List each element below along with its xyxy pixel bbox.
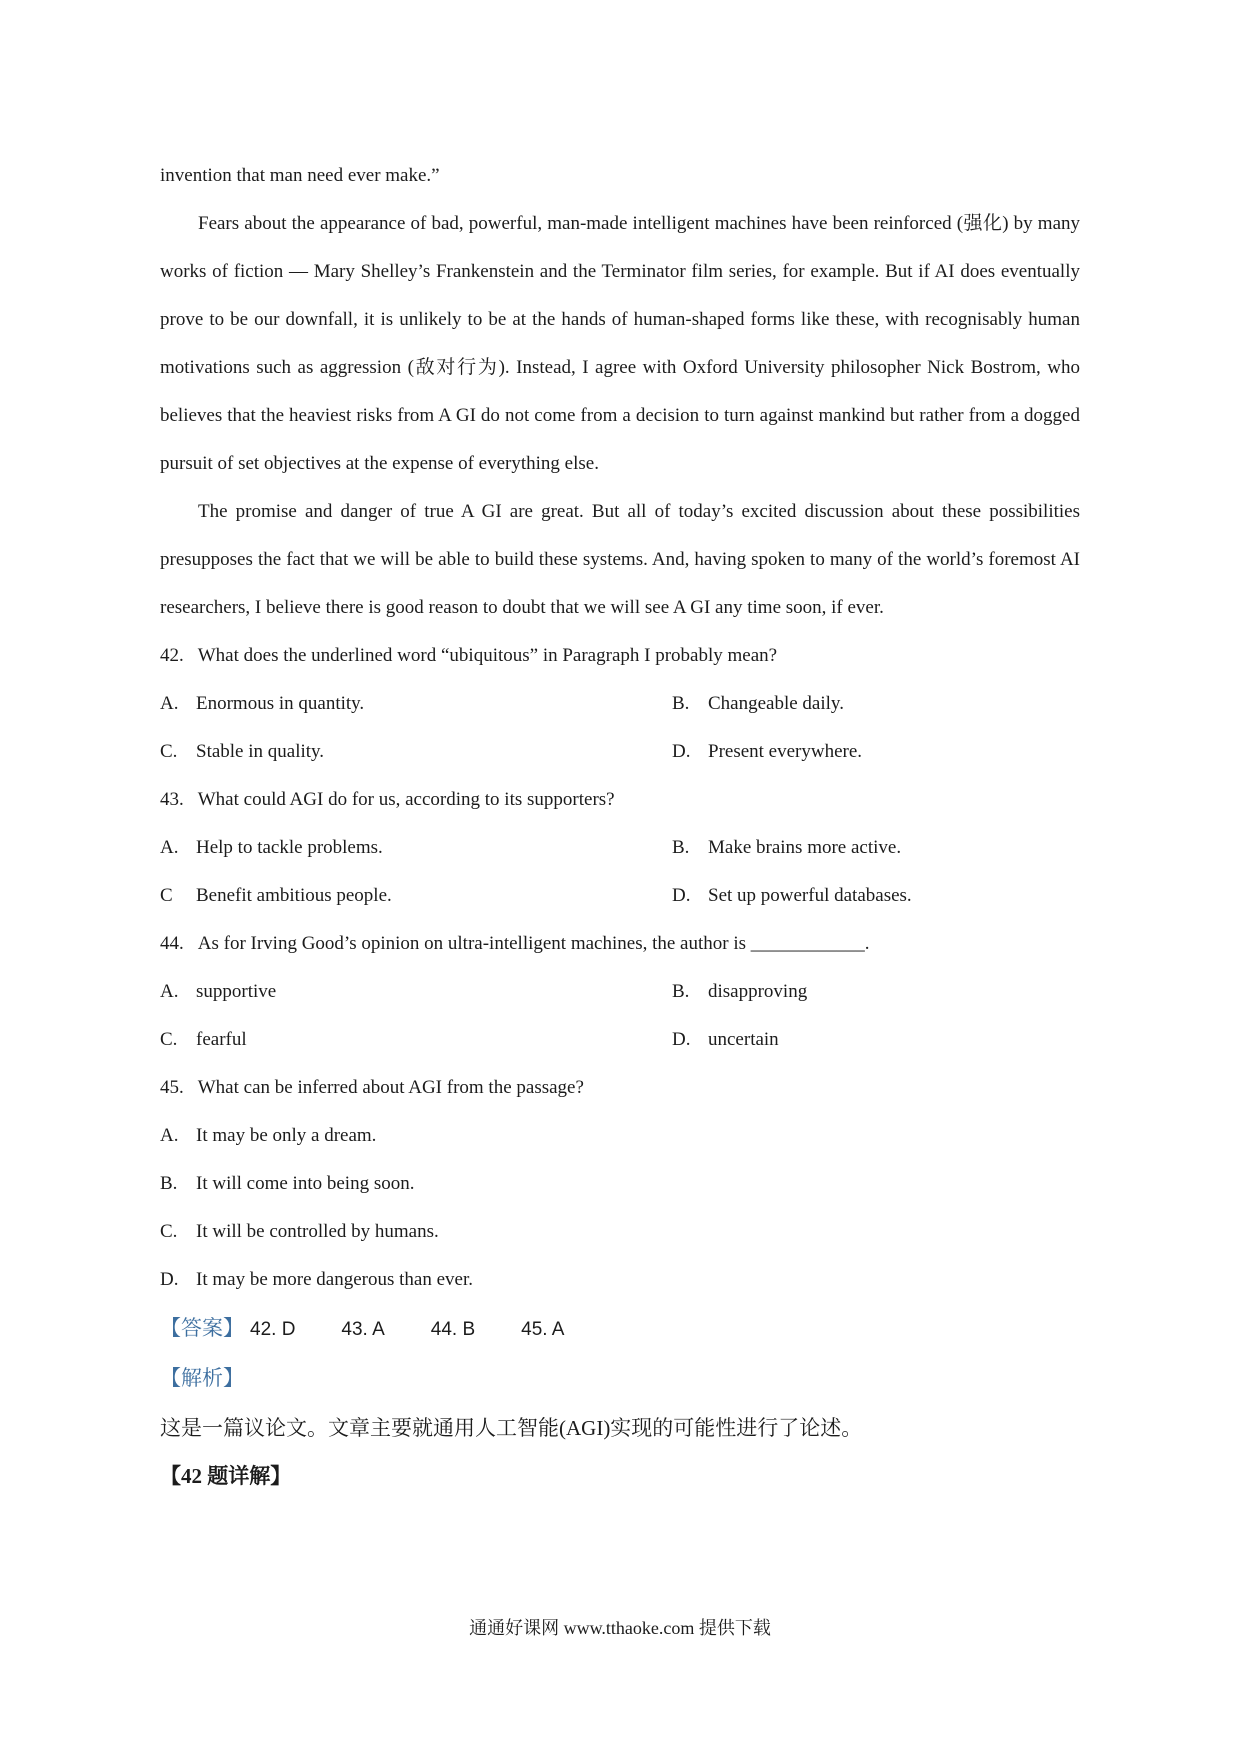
option-label: A. [160,837,179,858]
option-label: D. [672,885,691,906]
option-label: C. [160,1221,178,1242]
option-label: D. [672,1029,691,1050]
question-45 [160,1064,1080,1304]
option-text: supportive [196,981,277,1002]
question-number: 44. [160,933,184,954]
question-45-stem [160,1064,1080,1112]
option-label: A. [160,981,179,1002]
question-number: 45. [160,1077,184,1098]
option-label: B. [672,981,690,1002]
option-44-d [672,1016,1080,1064]
option-42-a [160,680,672,728]
question-43 [160,776,1080,920]
option-text: It may be more dangerous than ever. [196,1269,473,1290]
option-label: C [160,885,173,906]
question-text: What can be inferred about AGI from the passage? [197,1077,584,1098]
answer-item-43: 43. A [341,1319,385,1340]
option-43-c [160,872,672,920]
options-row [160,680,1080,728]
question-42-stem [160,632,1080,680]
options-row [160,1112,1080,1160]
passage-paragraph-3: The promise and danger of true A GI are great. But all of today’s excited discussion about these possibilities presupposes the fact that we will be able to build these systems. And, having spoken to many of the world’s foremost AI researchers, I believe there is good reason to doubt that we will see A GI any time soon, if ever. [160,501,1080,618]
page-content [160,152,1080,1500]
options-row [160,1256,1080,1304]
option-text: Help to tackle problems. [196,837,383,858]
option-44-a [160,968,672,1016]
option-45-b [160,1160,1080,1208]
options-row [160,872,1080,920]
passage-paragraph-2: Fears about the appearance of bad, powerful, man-made intelligent machines have been reinforced (强化) by many works of fiction — Mary Shelley’s Frankenstein and the Terminator film series, for example. But if AI does eventually prove to be our downfall, it is unlikely to be at the hands of human-shaped forms like these, with recognisably human motivations such as aggression (敌对行为). Instead, I agree with Oxford University philosopher Nick Bostrom, who believes that the heaviest risks from A GI do not come from a decision to turn against mankind but rather from a dogged pursuit of set objectives at the expense of everything else. [160,213,1080,474]
analysis-section [160,1354,1080,1404]
answer-item-44: 44. B [430,1319,476,1340]
option-label: A. [160,693,179,714]
analysis-summary: 这是一篇议论文。文章主要就通用人工智能(AGI)实现的可能性进行了论述。 [160,1416,863,1440]
options-row [160,824,1080,872]
option-text: fearful [196,1029,247,1050]
answer-line [160,1304,1080,1354]
option-44-b [672,968,1080,1016]
option-45-a [160,1112,1080,1160]
options-row [160,728,1080,776]
option-43-a [160,824,672,872]
option-44-c [160,1016,672,1064]
question-text: As for Irving Good’s opinion on ultra-intelligent machines, the author is ____________. [197,933,870,954]
options-row [160,1016,1080,1064]
question-44-stem [160,920,1080,968]
page-footer: 通通好课网 www.tthaoke.com 提供下载 [469,1618,771,1638]
passage-paragraph-fragment: invention that man need ever make.” [160,165,440,186]
option-text: Enormous in quantity. [196,693,365,714]
question-42 [160,632,1080,776]
option-label: B. [160,1173,178,1194]
option-42-b [672,680,1080,728]
option-43-d [672,872,1080,920]
option-label: D. [160,1269,179,1290]
option-label: D. [672,741,691,762]
option-42-d [672,728,1080,776]
options-row [160,968,1080,1016]
option-text: Present everywhere. [708,741,863,762]
question-text: What does the underlined word “ubiquitous” in Paragraph I probably mean? [197,645,778,666]
question-number: 43. [160,789,184,810]
option-text: uncertain [708,1029,779,1050]
detail-heading-q42: 【42 题详解】 [160,1464,292,1488]
option-text: Stable in quality. [196,741,325,762]
option-text: Make brains more active. [708,837,902,858]
question-text: What could AGI do for us, according to its supporters? [197,789,615,810]
options-row [160,1160,1080,1208]
option-42-c [160,728,672,776]
options-row [160,1208,1080,1256]
option-label: C. [160,741,178,762]
option-text: It will come into being soon. [196,1173,415,1194]
option-label: B. [672,837,690,858]
option-text: It may be only a dream. [196,1125,377,1146]
option-text: disapproving [708,981,808,1002]
question-43-stem [160,776,1080,824]
option-text: Changeable daily. [708,693,844,714]
option-text: It will be controlled by humans. [196,1221,439,1242]
option-45-d [160,1256,1080,1304]
option-43-b [672,824,1080,872]
option-label: A. [160,1125,179,1146]
option-text: Set up powerful databases. [708,885,912,906]
answer-item-45: 45. A [521,1319,565,1340]
option-label: C. [160,1029,178,1050]
option-45-c [160,1208,1080,1256]
option-label: B. [672,693,690,714]
answer-marker: 【答案】 [160,1316,244,1340]
analysis-marker: 【解析】 [160,1366,244,1390]
question-number: 42. [160,645,184,666]
option-text: Benefit ambitious people. [196,885,392,906]
question-44 [160,920,1080,1064]
answer-item-42: 42. D [250,1319,296,1340]
